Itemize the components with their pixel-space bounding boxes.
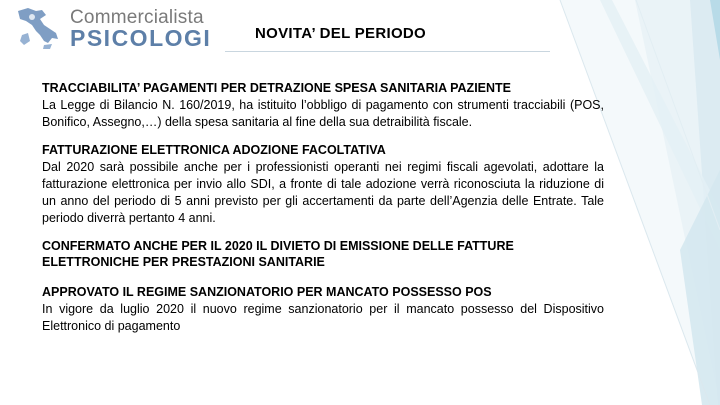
section-heading: APPROVATO IL REGIME SANZIONATORIO PER MANCATO POSSESSO POS [42,285,492,299]
logo [10,3,210,53]
logo-text-commercialista: Commercialista [70,7,204,28]
title-divider [225,51,550,52]
section-body: In vigore da luglio 2020 il nuovo regime sanzionatorio per il mancato possesso del Dispositivo Elettronico di pagamento [42,302,604,333]
slide-content [42,80,604,335]
section-body: Dal 2020 sarà possibile anche per i professionisti operanti nei regimi fiscali agevolati, adottare la fatturazione elettronica per invio allo SDI, a fronte di tale adozione verrà riconosciuta la riduzione di un anno del periodo di 5 anni previsto per gli accertamenti da parte dell’Agenzia delle Entrate. Tale periodo diverrà pertanto 4 anni. [42,160,604,225]
page-title: NOVITA’ DEL PERIODO [255,25,427,42]
section-body: La Legge di Bilancio N. 160/2019, ha istituito l’obbligo di pagamento con strumenti tracciabili (POS, Bonifico, Assegno,…) della spesa sanitaria al fine della sua detraibilità fiscale. [42,98,604,129]
section-heading: FATTURAZIONE ELETTRONICA ADOZIONE FACOLTATIVA [42,143,386,157]
section-regime-sanzionatorio [42,284,604,335]
section-divieto [42,238,604,270]
section-heading: CONFERMATO ANCHE PER IL 2020 IL DIVIETO DI EMISSIONE DELLE FATTURE ELETTRONICHE PER PRESTAZIONI SANITARIE [42,239,514,269]
section-fatturazione [42,142,604,227]
section-heading: TRACCIABILITA’ PAGAMENTI PER DETRAZIONE SPESA SANITARIA PAZIENTE [42,81,512,95]
italy-map-logo-icon [10,5,62,49]
section-tracciabilita [42,80,604,131]
logo-text-psicologi: PSICOLOGI [70,25,212,51]
